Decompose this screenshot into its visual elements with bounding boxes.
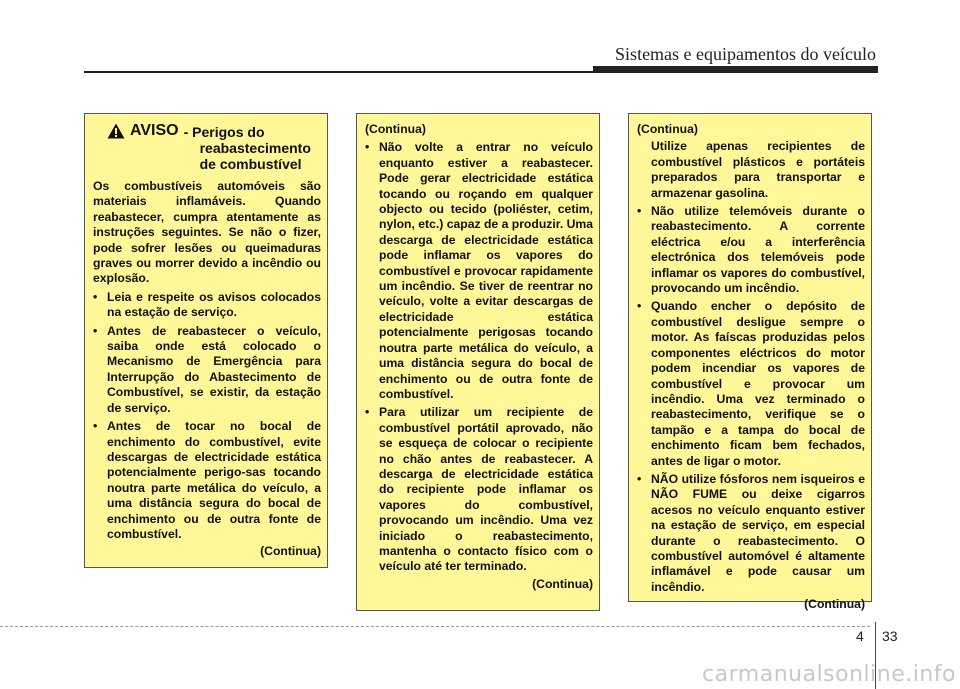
continued-label: (Continua) (637, 122, 698, 136)
header-rule-thin (84, 71, 878, 73)
warning-box-col1 (84, 113, 328, 568)
warning-heading (107, 122, 321, 172)
warning-intro: Os combustíveis automóveis são materiais inflamáveis. Quando reabastecer, cumpra atentamente as instruções seguintes. Se não o fizer, pode sofrer lesões ou queimaduras graves ou morrer devido a incêndio ou explosão. (93, 179, 321, 286)
continued-label: (Continua) (365, 122, 426, 136)
watermark: carmanualsonline.info (702, 662, 956, 687)
continues-label: (Continua) (804, 597, 865, 612)
warning-subtitle (184, 122, 311, 172)
warning-label: AVISO (130, 122, 179, 139)
list-item: • Não utilize telemóveis durante o reabastecimento. A corrente eléctrica e/ou a interferência electrónica dos telemóveis pode inflamar os vapores do combustível, provocando um incêndio. (637, 204, 865, 296)
warning-box-col3 (628, 113, 872, 612)
list-item: • Não volte a entrar no veículo enquanto estiver a reabastecer. Pode gerar electricidade estática tocando ou roçando em qualquer objecto ou tecido (poliéster, cetim, nylon, etc.) capaz de a produzir. Uma descarga de electricidade estática pode inflamar os vapores do combustível e provocar rapidamente um incêndio. Se tiver de reentrar no veículo, volte a evitar descargas de electricidade estática potencialmente perigosas tocando noutra parte metálica do veículo, a uma distância segura do bocal de enchimento ou de outra fonte de combustível. (365, 140, 593, 402)
footer-dashed-rule (0, 626, 870, 627)
warning-bullet-list (93, 290, 321, 543)
list-item: • Antes de tocar no bocal de enchimento do combustível, evite descargas de electricidade estática potencialmente perigo-sas tocando noutra parte metálica do veículo, a uma distância segura do bocal de enchimento ou de outra fonte de combustível. (93, 419, 321, 542)
list-item: • Antes de reabastecer o veículo, saiba onde está colocado o Mecanismo de Emergência para Interrupção do Abastecimento de Combustível, se existir, da estação de serviço. (93, 324, 321, 416)
warning-triangle-icon (107, 123, 125, 139)
page-header-title: Sistemas e equipamentos do veículo (615, 44, 876, 64)
warning-bullet-list (637, 204, 865, 595)
list-item: • Leia e respeite os avisos colocados na estação de serviço. (93, 290, 321, 321)
list-item: • Para utilizar um recipiente de combustível portátil aprovado, não se esqueça de colocar o recipiente no chão antes de reabastecer. A descarga de electricidade estática do recipiente pode inflamar os vapores do combustível, provocando um incêndio. Uma vez iniciado o reabastecimento, mantenha o contacto físico com o veículo até ter terminado. (365, 405, 593, 574)
continues-label: (Continua) (260, 544, 321, 559)
chapter-number: 4 (856, 628, 864, 644)
page-number: 33 (882, 628, 898, 644)
warning-subtitle-line-3: de combustível (199, 156, 302, 172)
warning-bullet-list (365, 140, 593, 574)
warning-subtitle-line-2: reabastecimento (199, 140, 311, 156)
list-item: • Quando encher o depósito de combustível desligue sempre o motor. As faíscas produzidas pelos componentes eléctricos do motor podem incendiar os vapores de combustível e provocar um incêndio. Uma vez terminado o reabastecimento, verifique se o tampão e a tampa do bocal de enchimento ficam bem fechados, antes de ligar o motor. (637, 299, 865, 468)
warning-subtitle-line-1: - Perigos do (183, 124, 265, 140)
list-item: • NÃO utilize fósforos nem isqueiros e NÃO FUME ou deixe cigarros acesos no veículo enquanto estiver na estação de serviço, em especial durante o reabastecimento. O combustível automóvel é altamente inflamável e pode causar um incêndio. (637, 472, 865, 595)
carry-over-paragraph: Utilize apenas recipientes de combustível plásticos e portáteis preparados para transportar e armazenar gasolina. (651, 139, 865, 200)
continues-label: (Continua) (532, 576, 593, 591)
warning-box-col2 (356, 113, 600, 611)
